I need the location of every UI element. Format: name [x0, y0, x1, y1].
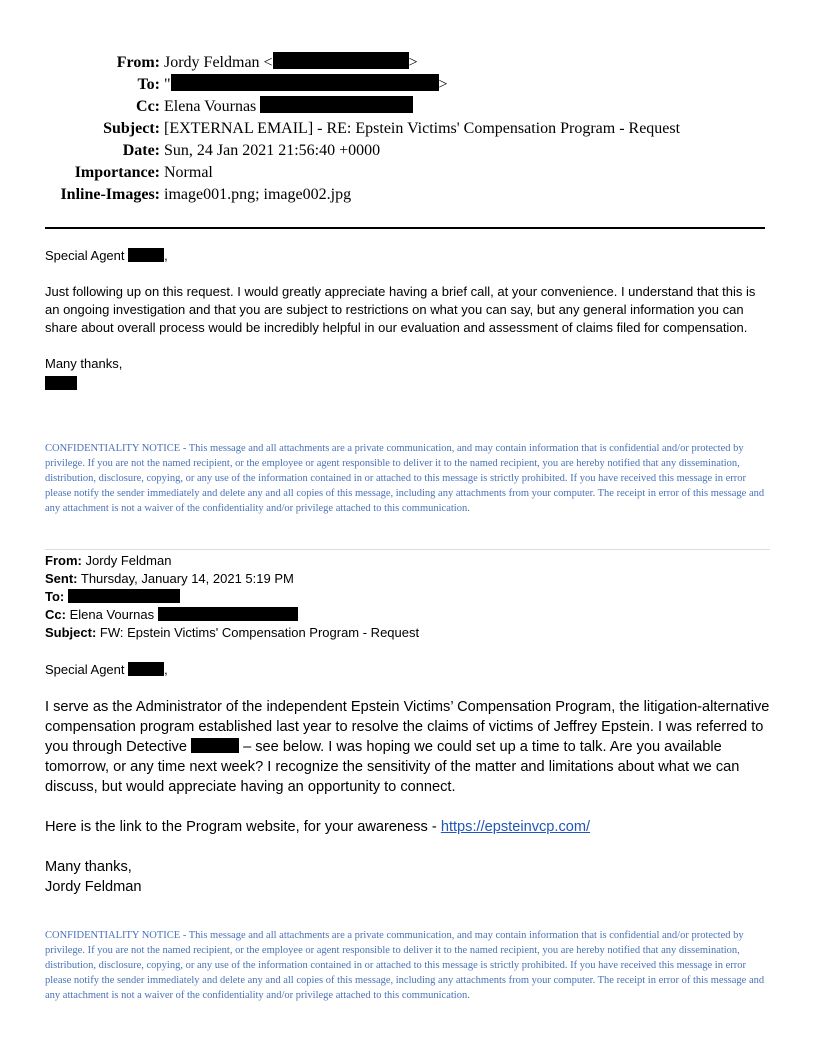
- from-close: >: [408, 54, 418, 71]
- fwd-salutation-suffix: ,: [164, 662, 168, 677]
- redaction-box: [191, 738, 239, 753]
- cc-name: Elena Vournas: [164, 98, 257, 115]
- redaction-box: [171, 74, 439, 91]
- fwd-para2-prefix: Here is the link to the Program website, for your awareness -: [45, 819, 441, 835]
- fwd-para1-part-b: – see below. I was hoping we could set up a time to talk. Are you available tomorrow, or any time next week? I recognize the sensitivity of the matter and limitations about what we can discuss, but would appreciate having an opportunity to connect.: [45, 739, 740, 795]
- subject-label: Subject:: [103, 120, 160, 137]
- message-divider: [45, 549, 770, 550]
- header-from-row: [0, 52, 816, 74]
- program-website-link[interactable]: https://epsteinvcp.com/: [440, 819, 591, 835]
- reply-body: [45, 247, 767, 393]
- fwd-cc-value: Elena Vournas: [69, 607, 155, 622]
- header-cc-row: [0, 96, 816, 118]
- header-inline-images-row: [0, 184, 816, 206]
- subject-value: [EXTERNAL EMAIL] - RE: Epstein Victims' Compensation Program - Request: [164, 120, 681, 137]
- cc-label: Cc:: [136, 98, 160, 115]
- confidentiality-notice-2: CONFIDENTIALITY NOTICE - This message and all attachments are a private communication, and may contain information that is confidential and/or protected by privilege. If you are not the named recipient, or the employee or agent responsible to deliver it to the named recipient, you are hereby notified that any dissemination, distribution, disclosure, copying, or any use of the information contained in or attached to this message is strictly prohibited. If you have received this message in error please notify the sender immediately and delete any and all copies of this message, including any attachments from your computer. The receipt in error of this message and any attachment is not a waiver of the confidentiality and/or privilege attached to this communication.: [45, 930, 765, 1001]
- redaction-box: [45, 376, 77, 390]
- header-divider: [45, 227, 765, 229]
- header-to-row: [0, 74, 816, 96]
- redaction-box: [128, 662, 164, 676]
- to-open: ": [164, 76, 171, 93]
- fwd-subject-row: [45, 624, 767, 642]
- redaction-box: [260, 96, 413, 113]
- header-date-row: [0, 140, 816, 162]
- from-value: [160, 52, 418, 74]
- inline-images-value: image001.png; image002.jpg: [164, 186, 352, 203]
- fwd-paragraph-2: [45, 817, 775, 837]
- fwd-subject-label: Subject:: [45, 625, 97, 640]
- salutation-suffix: ,: [164, 248, 168, 263]
- fwd-salutation: [45, 661, 168, 679]
- reply-salutation: [45, 247, 767, 265]
- forwarded-body: [45, 697, 775, 897]
- fwd-subject-value: FW: Epstein Victims' Compensation Program - Request: [99, 625, 420, 640]
- reply-signature: [45, 375, 767, 393]
- fwd-to-label: To:: [45, 589, 65, 604]
- redaction-box: [273, 52, 409, 69]
- email-header: [0, 52, 816, 206]
- header-subject-row: [0, 118, 816, 140]
- header-importance-row: [0, 162, 816, 184]
- from-label: From:: [116, 54, 160, 71]
- fwd-sent-label: Sent:: [45, 571, 78, 586]
- inline-images-label: Inline-Images:: [60, 186, 160, 203]
- fwd-para1-part-a: I serve as the Administrator of the independent Epstein Victims’ Compensation Program, the litigation-alternative compensation program established last year to resolve the claims of victims of Jeffrey Epstein. I was referred to you through Detective: [45, 699, 770, 755]
- to-label: To:: [137, 76, 160, 93]
- fwd-cc-row: [45, 606, 767, 624]
- reply-signoff: Many thanks,: [45, 356, 123, 371]
- fwd-to-row: [45, 588, 767, 606]
- fwd-from-row: [45, 552, 767, 570]
- date-value: Sun, 24 Jan 2021 21:56:40 +0000: [164, 142, 381, 159]
- date-label: Date:: [122, 142, 160, 159]
- fwd-sent-row: [45, 570, 767, 588]
- redaction-box: [128, 248, 164, 262]
- cc-value: [160, 96, 413, 118]
- to-close: >: [438, 76, 448, 93]
- importance-value: Normal: [164, 164, 213, 181]
- fwd-cc-label: Cc:: [45, 607, 66, 622]
- forwarded-header: [45, 552, 767, 642]
- importance-label: Importance:: [74, 164, 160, 181]
- fwd-sent-value: Thursday, January 14, 2021 5:19 PM: [80, 571, 294, 586]
- to-value: [160, 74, 448, 96]
- reply-paragraph: Just following up on this request. I would greatly appreciate having a brief call, at your convenience. I understand that this is an ongoing investigation and that you are subject to restrictions on what you can say, but any general information you can share about overall process would be incredibly helpful in our evaluation and assessment of claims filed for compensation.: [45, 284, 756, 335]
- confidentiality-notice: CONFIDENTIALITY NOTICE - This message and all attachments are a private communication, and may contain information that is confidential and/or protected by privilege. If you are not the named recipient, or the employee or agent responsible to deliver it to the named recipient, you are hereby notified that any dissemination, distribution, disclosure, copying, or any use of the information contained in or attached to this message is strictly prohibited. If you have received this message in error please notify the sender immediately and delete any and all copies of this message, including any attachments from your computer. The receipt in error of this message and any attachment is not a waiver of the confidentiality and/or privilege attached to this communication.: [45, 443, 765, 514]
- fwd-salutation-prefix: Special Agent: [45, 662, 125, 677]
- redaction-box: [158, 607, 298, 621]
- fwd-from-value: Jordy Feldman: [85, 553, 172, 568]
- fwd-from-label: From:: [45, 553, 82, 568]
- salutation-prefix: Special Agent: [45, 248, 125, 263]
- fwd-signature: Jordy Feldman: [45, 879, 142, 895]
- redaction-box: [68, 589, 180, 603]
- fwd-signoff: Many thanks,: [45, 859, 132, 875]
- fwd-paragraph-1: [45, 697, 775, 797]
- from-name: Jordy Feldman <: [164, 54, 273, 71]
